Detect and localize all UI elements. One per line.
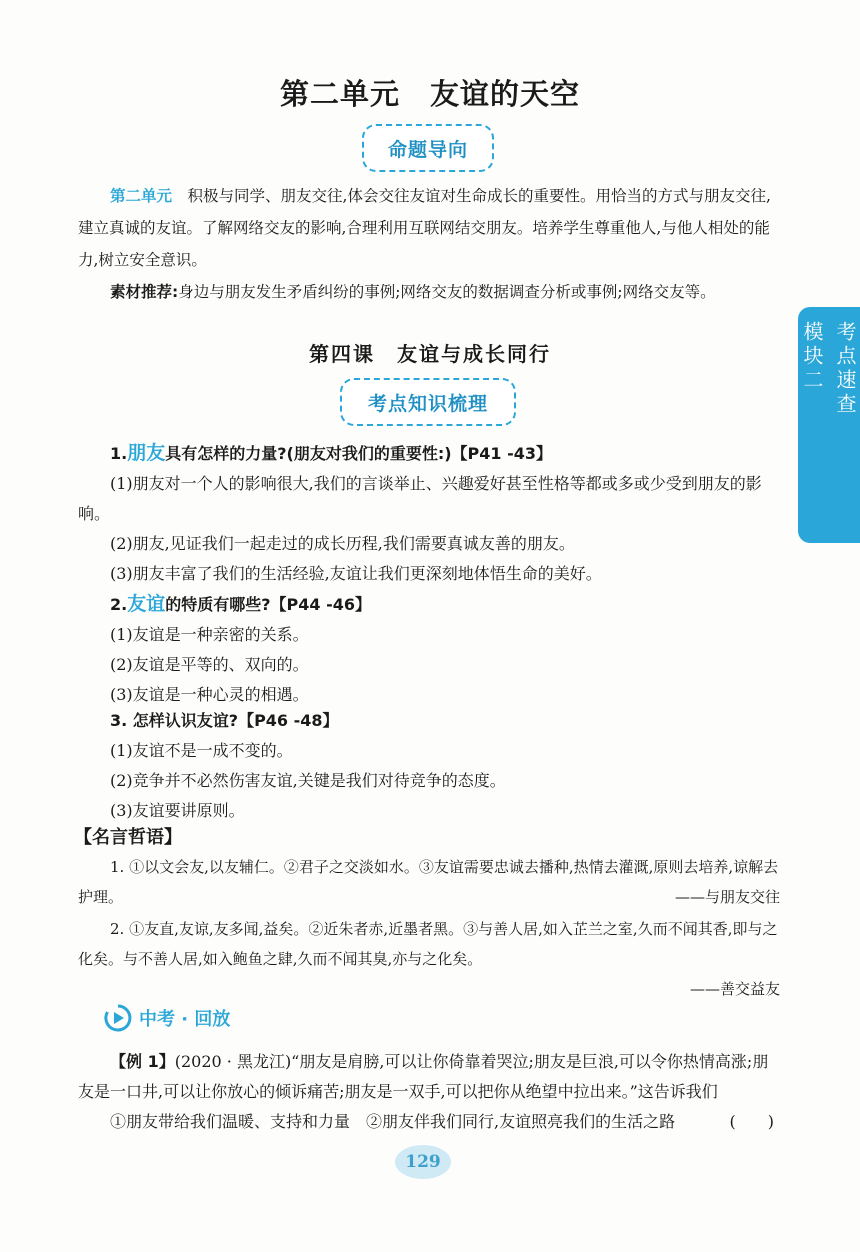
badge-knowledge	[340, 378, 516, 426]
badge-guide	[362, 124, 494, 172]
unit-title: 第二单元 友谊的天空	[279, 77, 580, 111]
example-1-text	[78, 1047, 780, 1107]
materials-paragraph	[78, 276, 780, 308]
question-2-heading	[78, 589, 780, 620]
example-1	[78, 1047, 780, 1137]
question-1-item: (3)朋友丰富了我们的生活经验,友谊让我们更深刻地体悟生命的美好。	[110, 564, 602, 583]
quote-2-source: ——善交益友	[689, 980, 780, 998]
question-3-heading: 3. 怎样认识友谊?【P46 -48】	[110, 711, 339, 730]
replay-label: 中考 · 回放	[139, 1009, 231, 1030]
badge-knowledge-label: 考点知识梳理	[367, 392, 488, 415]
example-1-body: (2020 · 黑龙江)“朋友是肩膀,可以让你倚靠着哭泣;朋友是巨浪,可以令你热情高涨;朋友是一口井,可以让你放心的倾诉痛苦;朋友是一双手,可以把你从绝望中拉出来。”这告诉我们	[78, 1052, 769, 1101]
materials-text: 身边与朋友发生矛盾纠纷的事例;网络交友的数据调查分析或事例;网络交友等。	[178, 283, 716, 301]
page-number: 129	[395, 1145, 451, 1179]
question-2-item: (2)友谊是平等的、双向的。	[110, 655, 309, 674]
play-icon	[103, 1003, 133, 1033]
question-3-item: (2)竞争并不必然伤害友谊,关键是我们对待竞争的态度。	[110, 771, 506, 790]
question-1-item: (2)朋友,见证我们一起走过的成长历程,我们需要真诚友善的朋友。	[110, 534, 575, 553]
question-1-item: (1)朋友对一个人的影响很大,我们的言谈举止、兴趣爱好甚至性格等都或多或少受到朋友的影响。	[78, 474, 762, 523]
quote-1	[78, 852, 780, 912]
quote-2-text: 2. ①友直,友谅,友多闻,益矣。②近朱者赤,近墨者黑。③与善人居,如入芷兰之室,久而不闻其香,即与之化矣。与不善人居,如入鲍鱼之肆,久而不闻其臭,亦与之化矣。	[78, 920, 778, 968]
side-tab	[798, 307, 860, 543]
question-2-item: (3)友谊是一种心灵的相遇。	[110, 685, 309, 704]
question-3	[78, 706, 780, 826]
question-2-keyword: 友谊	[127, 593, 166, 615]
question-3-item: (3)友谊要讲原则。	[110, 801, 245, 820]
example-1-options: ①朋友带给我们温暖、支持和力量 ②朋友伴我们同行,友谊照亮我们的生活之路	[110, 1112, 676, 1131]
question-2	[78, 589, 780, 710]
badge-guide-label: 命题导向	[387, 138, 468, 161]
replay-heading	[103, 1003, 230, 1033]
intro-text: 积极与同学、朋友交往,体会交往友谊对生命成长的重要性。用恰当的方式与朋友交往,建立真诚的友谊。了解网络交友的影响,合理利用互联网结交朋友。培养学生尊重他人,与他人相处的能力,树立安全意识。	[78, 187, 771, 269]
question-1-text: 具有怎样的力量?(朋友对我们的重要性:)【P41 -43】	[165, 444, 553, 463]
question-2-number: 2.	[110, 595, 128, 614]
quote-1-text: 1. ①以文会友,以友辅仁。②君子之交淡如水。③友谊需要忠诚去播种,热情去灌溉,原则去培养,谅解去护理。	[78, 858, 779, 906]
question-1-keyword: 朋友	[127, 442, 166, 464]
quotes-heading: 【名言哲语】	[74, 827, 182, 848]
question-1-number: 1.	[110, 444, 128, 463]
side-tab-module: 模块二	[800, 321, 824, 393]
question-2-item: (1)友谊是一种亲密的关系。	[110, 625, 309, 644]
quote-1-source: ——与朋友交往	[674, 888, 780, 906]
lesson-title: 第四课 友谊与成长同行	[309, 342, 551, 366]
question-1	[78, 438, 780, 589]
question-1-heading	[78, 438, 780, 469]
quote-2	[78, 914, 780, 1004]
intro-lead: 第二单元	[110, 187, 173, 205]
answer-bracket: ( )	[729, 1112, 774, 1131]
question-2-text: 的特质有哪些?【P44 -46】	[165, 595, 371, 614]
example-1-label: 【例 1】	[110, 1052, 175, 1071]
question-3-item: (1)友谊不是一成不变的。	[110, 741, 293, 760]
materials-label: 素材推荐:	[110, 283, 179, 301]
side-tab-quick: 考点速查	[833, 321, 857, 417]
intro-paragraph	[78, 180, 780, 276]
